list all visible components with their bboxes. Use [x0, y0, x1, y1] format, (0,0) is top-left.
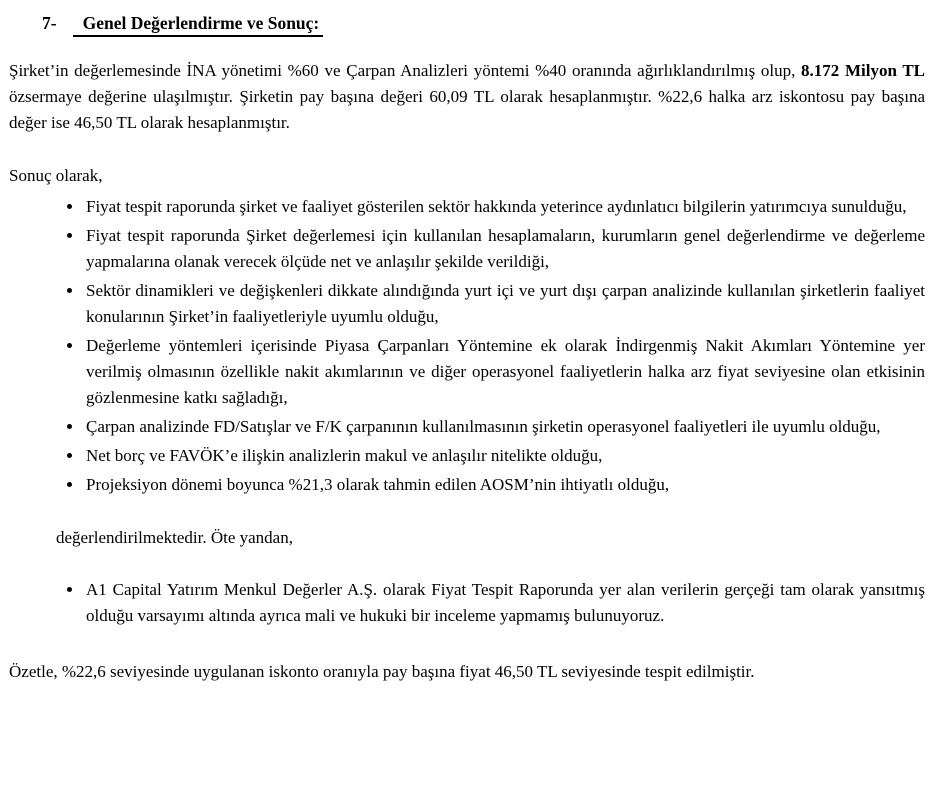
section-title: Genel Değerlendirme ve Sonuç: — [73, 12, 324, 37]
list-item: • Net borç ve FAVÖK’e ilişkin analizlerin makul ve anlaşılır nitelikte olduğu, — [84, 443, 925, 469]
sonuc-lead: Sonuç olarak, — [9, 166, 103, 185]
section-number: 7- — [42, 13, 57, 33]
list-item: • Sektör dinamikleri ve değişkenleri dikkate alındığında yurt içi ve yurt dışı çarpan analizinde kullanılan şirketlerin faaliyet konularının Şirket’in faaliyetleriyle uyumlu olduğu, — [84, 278, 925, 330]
findings-list — [9, 194, 925, 498]
list-item: • Projeksiyon dönemi boyunca %21,3 olarak tahmin edilen AOSM’nin ihtiyatlı olduğu, — [84, 472, 925, 498]
closing-paragraph: Özetle, %22,6 seviyesinde uygulanan iskonto oranıyla pay başına fiyat 46,50 TL seviyesinde tespit edilmiştir. — [9, 662, 755, 681]
list-item: • Fiyat tespit raporunda Şirket değerlemesi için kullanılan hesaplamaların, kurumların genel değerlendirme ve değerleme yapmalarına olanak verecek ölçüde net ve anlaşılır şekilde verildiği, — [84, 223, 925, 275]
list-item: • Değerleme yöntemleri içerisinde Piyasa Çarpanları Yöntemine ek olarak İndirgenmiş Nakit Akımları Yöntemine yer verilmiş olmasının özellikle nakit akımlarının ve diğer operasyonel faaliyetlerin halka arz fiyat seviyesine olan etkisinin gözlenmesine katkı sağladığı, — [84, 333, 925, 411]
equity-value-bold: 8.172 Milyon TL — [801, 61, 925, 80]
intro-paragraph — [9, 58, 925, 136]
disclaimer-list — [9, 577, 925, 629]
section-heading — [42, 12, 925, 37]
intro-text-before: Şirket’in değerlemesinde İNA yönetimi %60 ve Çarpan Analizleri yöntemi %40 oranında ağırlıklandırılmış olup, — [9, 61, 802, 80]
intro-text-after: özsermaye değerine ulaşılmıştır. Şirketin pay başına değeri 60,09 TL olarak hesaplanmıştır. %22,6 halka arz iskontosu pay başına değer ise 46,50 TL olarak hesaplanmıştır. — [9, 87, 925, 132]
degerlendirme-line: değerlendirilmektedir. Öte yandan, — [56, 528, 293, 547]
list-item: • Fiyat tespit raporunda şirket ve faaliyet gösterilen sektör hakkında yeterince aydınlatıcı bilgilerin yatırımcıya sunulduğu, — [84, 194, 925, 220]
list-item: • Çarpan analizinde FD/Satışlar ve F/K çarpanının kullanılmasının şirketin operasyonel faaliyetleri ile uyumlu olduğu, — [84, 414, 925, 440]
list-item: • A1 Capital Yatırım Menkul Değerler A.Ş. olarak Fiyat Tespit Raporunda yer alan verilerin gerçeği tam olarak yansıtmış olduğu varsayımı altında ayrıca mali ve hukuki bir inceleme yapmamış bulunuyoruz. — [84, 577, 925, 629]
